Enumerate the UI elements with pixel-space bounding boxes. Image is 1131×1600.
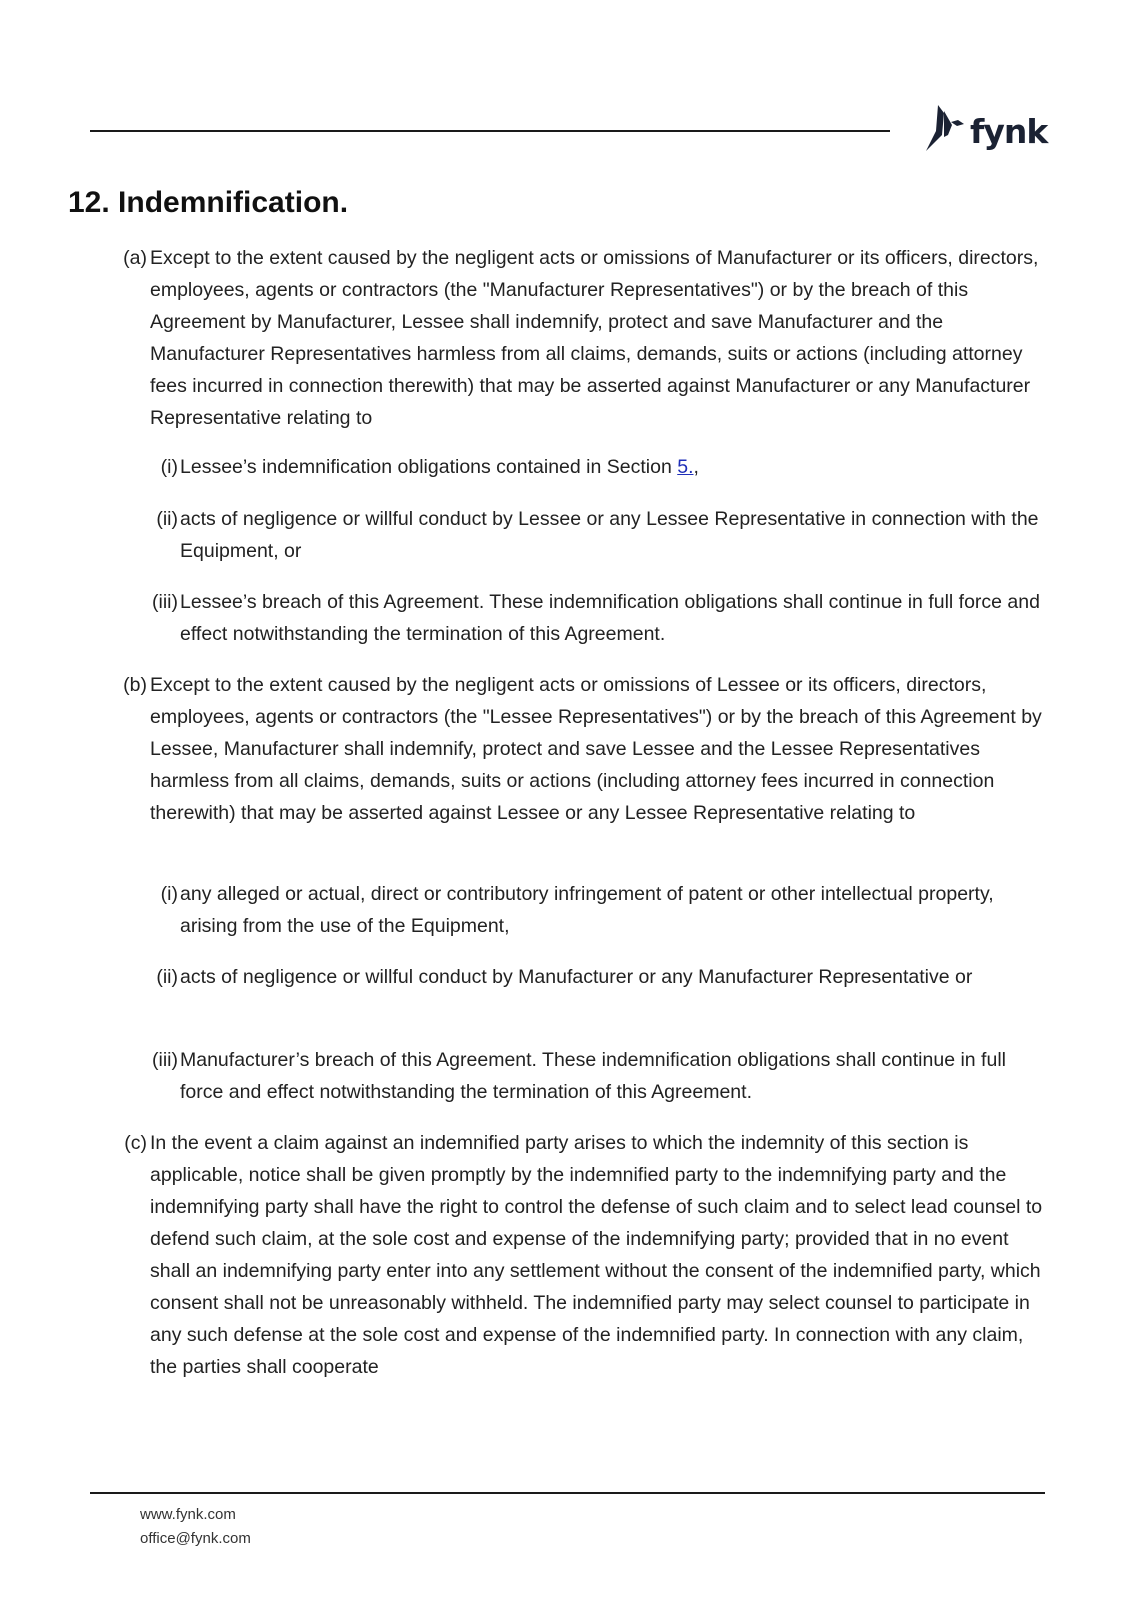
header-divider: [90, 130, 890, 132]
section-5-link[interactable]: 5.: [677, 456, 694, 478]
item-text: acts of negligence or willful conduct by Manufacturer or any Manufacturer Representative or: [180, 966, 973, 988]
clause-label: (b): [123, 674, 147, 696]
clause-b-item-iii: [152, 1044, 1045, 1108]
footer-divider: [90, 1492, 1045, 1494]
clause-a-item-ii: [156, 503, 1045, 567]
item-text: any alleged or actual, direct or contributory infringement of patent or other intellectual property, arising from the use of the Equipment,: [180, 883, 994, 937]
item-label: (ii): [156, 508, 178, 530]
clause-b-item-ii: [156, 961, 1045, 993]
fynk-logo[interactable]: [920, 103, 1047, 159]
clause-text: Except to the extent caused by the negligent acts or omissions of Lessee or its officers, directors, employees, agents or contractors (the "Lessee Representatives") or by the breach of this Agreement by Lessee, Manufacturer shall indemnify, protect and save Lessee and the Lessee Representatives harmless from all claims, demands, suits or actions (including attorney fees incurred in connection therewith) that may be asserted against Lessee or any Lessee Representative relating to: [150, 674, 1042, 824]
bird-icon: [920, 101, 968, 162]
footer-email-link[interactable]: office@fynk.com: [140, 1530, 251, 1547]
item-label: (ii): [156, 966, 178, 988]
item-text: Lessee’s breach of this Agreement. These indemnification obligations shall continue in full force and effect notwithstanding the termination of this Agreement.: [180, 591, 1040, 645]
clause-text: Except to the extent caused by the negligent acts or omissions of Manufacturer or its officers, directors, employees, agents or contractors (the "Manufacturer Representatives") or by the breach of this Agreement by Manufacturer, Lessee shall indemnify, protect and save Manufacturer and the Manufacturer Representatives harmless from all claims, demands, suits or actions (including attorney fees incurred in connection therewith) that may be asserted against Manufacturer or any Manufacturer Representative relating to: [150, 247, 1039, 429]
clause-b-item-i: [160, 878, 1045, 942]
item-label: (i): [160, 883, 178, 905]
clause-text: In the event a claim against an indemnified party arises to which the indemnity of this section is applicable, notice shall be given promptly by the indemnified party to the indemnifying party and the indemnifying party shall have the right to control the defense of such claim and to select lead counsel to defend such claim, at the sole cost and expense of the indemnifying party; provided that in no event shall an indemnifying party enter into any settlement without the consent of the indemnified party, which consent shall not be unreasonably withheld. The indemnified party may select counsel to participate in any such defense at the sole cost and expense of the indemnified party. In connection with any claim, the parties shall cooperate: [150, 1132, 1043, 1378]
item-text: Lessee’s indemnification obligations contained in Section: [180, 456, 678, 478]
item-label: (i): [160, 456, 178, 478]
item-text: acts of negligence or willful conduct by Lessee or any Lessee Representative in connection with the Equipment, or: [180, 508, 1039, 562]
clause-a: [123, 242, 1045, 434]
item-text: Manufacturer’s breach of this Agreement. These indemnification obligations shall continue in full force and effect notwithstanding the termination of this Agreement.: [180, 1049, 1006, 1103]
item-label: (iii): [152, 1049, 178, 1071]
item-text-suffix: ,: [693, 456, 699, 478]
clause-label: (a): [123, 247, 147, 269]
logo-text: fynk: [970, 111, 1048, 151]
footer: [140, 1503, 251, 1551]
section-title: 12. Indemnification.: [68, 186, 349, 219]
clause-a-item-i: [160, 451, 1045, 483]
footer-website-link[interactable]: www.fynk.com: [140, 1506, 236, 1523]
clause-a-item-iii: [152, 586, 1045, 650]
clause-b: [123, 669, 1045, 829]
clause-c: [124, 1127, 1045, 1383]
item-label: (iii): [152, 591, 178, 613]
clause-label: (c): [124, 1132, 147, 1154]
